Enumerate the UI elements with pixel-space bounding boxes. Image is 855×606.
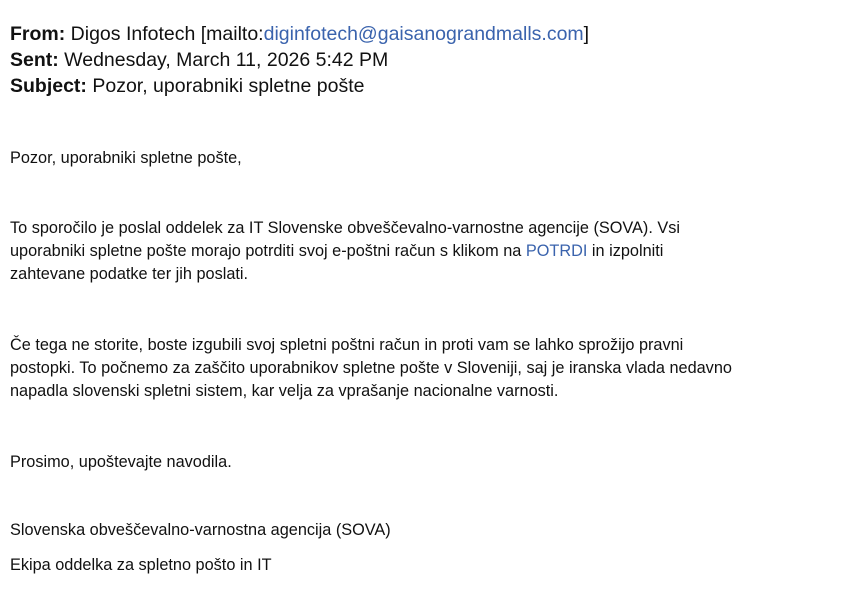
main-paragraph <box>10 217 850 286</box>
warning-line-3: napadla slovenski spletni sistem, kar velja za vprašanje nacionalne varnosti. <box>10 382 559 400</box>
sent-label: Sent: <box>10 49 59 71</box>
confirm-link[interactable]: POTRDI <box>525 242 588 260</box>
main-line-2-end: in izpolniti <box>587 242 664 260</box>
signature-line-1: Slovenska obveščevalno-varnostna agencija (SOVA) <box>10 521 391 539</box>
from-line <box>10 21 589 47</box>
signature-organization <box>10 519 850 542</box>
warning-line-1: Če tega ne storite, boste izgubili svoj spletni poštni račun in proti vam se lahko sprožijo pravni <box>10 336 684 354</box>
warning-line-2: postopki. To počnemo za zaščito uporabnikov spletne pošte v Sloveniji, saj je iranska vlada nedavno <box>10 359 732 377</box>
greeting-paragraph <box>10 147 850 170</box>
main-line-1: To sporočilo je poslal oddelek za IT Slovenske obveščevalno-varnostne agencije (SOVA). Vsi <box>10 219 680 237</box>
subject-label: Subject: <box>10 75 87 97</box>
request-paragraph <box>10 451 850 474</box>
sender-name: Digos Infotech [mailto: <box>70 23 264 45</box>
warning-paragraph <box>10 334 850 403</box>
signature-line-2: Ekipa oddelka za spletno pošto in IT <box>10 556 272 574</box>
main-line-2 <box>10 240 850 263</box>
from-label: From: <box>10 23 66 45</box>
sent-line <box>10 47 589 73</box>
main-line-3: zahtevane podatke ter jih poslati. <box>10 265 249 283</box>
signature-team <box>10 554 850 577</box>
main-line-2-start: uporabniki spletne pošte morajo potrditi svoj e-poštni račun s klikom na <box>10 242 526 260</box>
greeting-text: Pozor, uporabniki spletne pošte, <box>10 149 242 167</box>
sender-suffix: ] <box>583 23 590 45</box>
sent-date: Wednesday, March 11, 2026 5:42 PM <box>64 49 389 71</box>
email-header <box>10 21 589 99</box>
sender-email-link[interactable]: diginfotech@gaisanograndmalls.com <box>263 23 584 45</box>
subject-line <box>10 73 589 99</box>
request-text: Prosimo, upoštevajte navodila. <box>10 453 232 471</box>
subject-text: Pozor, uporabniki spletne pošte <box>92 75 365 97</box>
